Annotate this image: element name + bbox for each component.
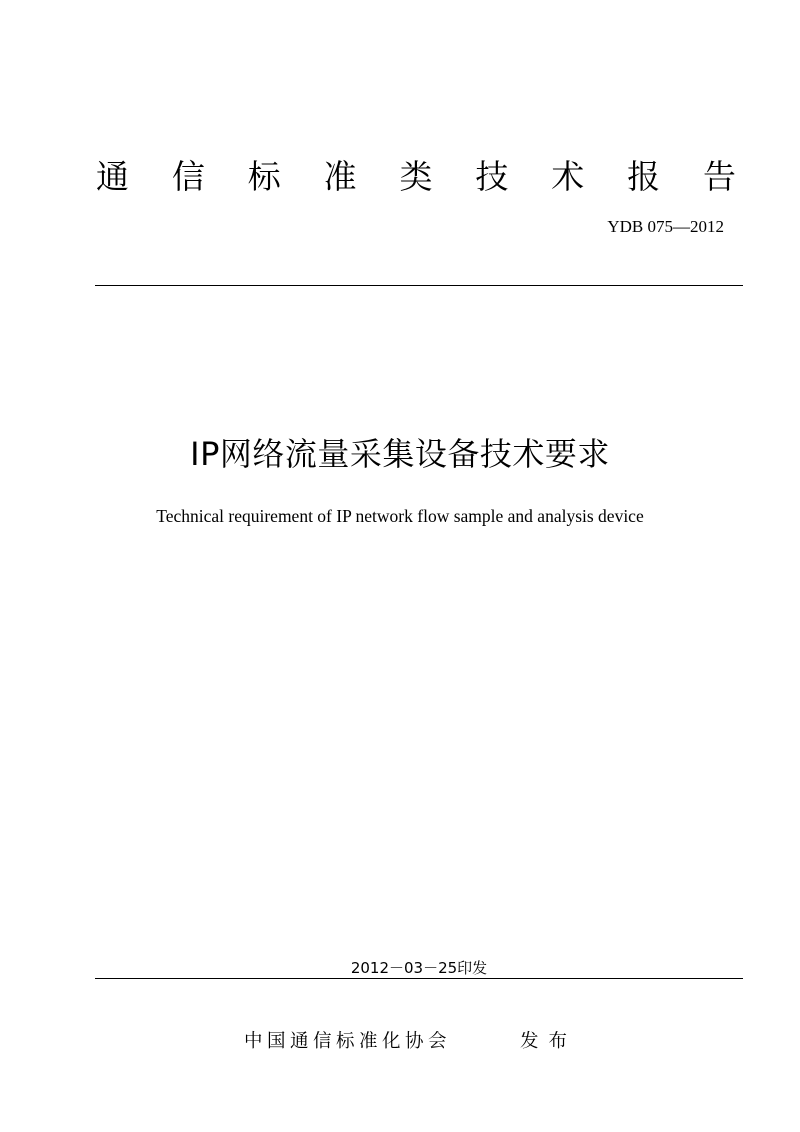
publisher-name: 中国通信标准化协会 bbox=[244, 1031, 452, 1052]
top-divider bbox=[95, 285, 743, 286]
publish-label: 发布 bbox=[520, 1031, 578, 1052]
report-type-char: 报 bbox=[627, 156, 661, 196]
document-title-chinese: IP网络流量采集设备技术要求 bbox=[190, 435, 610, 473]
report-type-char: 告 bbox=[703, 156, 736, 196]
report-type-char: 通 bbox=[96, 156, 129, 196]
report-type-char: 准 bbox=[323, 156, 357, 196]
report-type-char: 类 bbox=[399, 156, 433, 196]
issue-date: 2012－03－25印发 bbox=[350, 959, 488, 977]
report-type-char: 术 bbox=[551, 156, 585, 196]
report-type-char: 技 bbox=[475, 156, 509, 196]
report-type-char: 信 bbox=[171, 156, 205, 196]
report-type-char: 标 bbox=[247, 156, 281, 196]
report-type-heading bbox=[96, 152, 736, 200]
standard-number: YDB 075—2012 bbox=[607, 217, 724, 236]
bottom-divider bbox=[95, 978, 743, 979]
document-title-english: Technical requirement of IP network flow sample and analysis device bbox=[156, 506, 644, 526]
